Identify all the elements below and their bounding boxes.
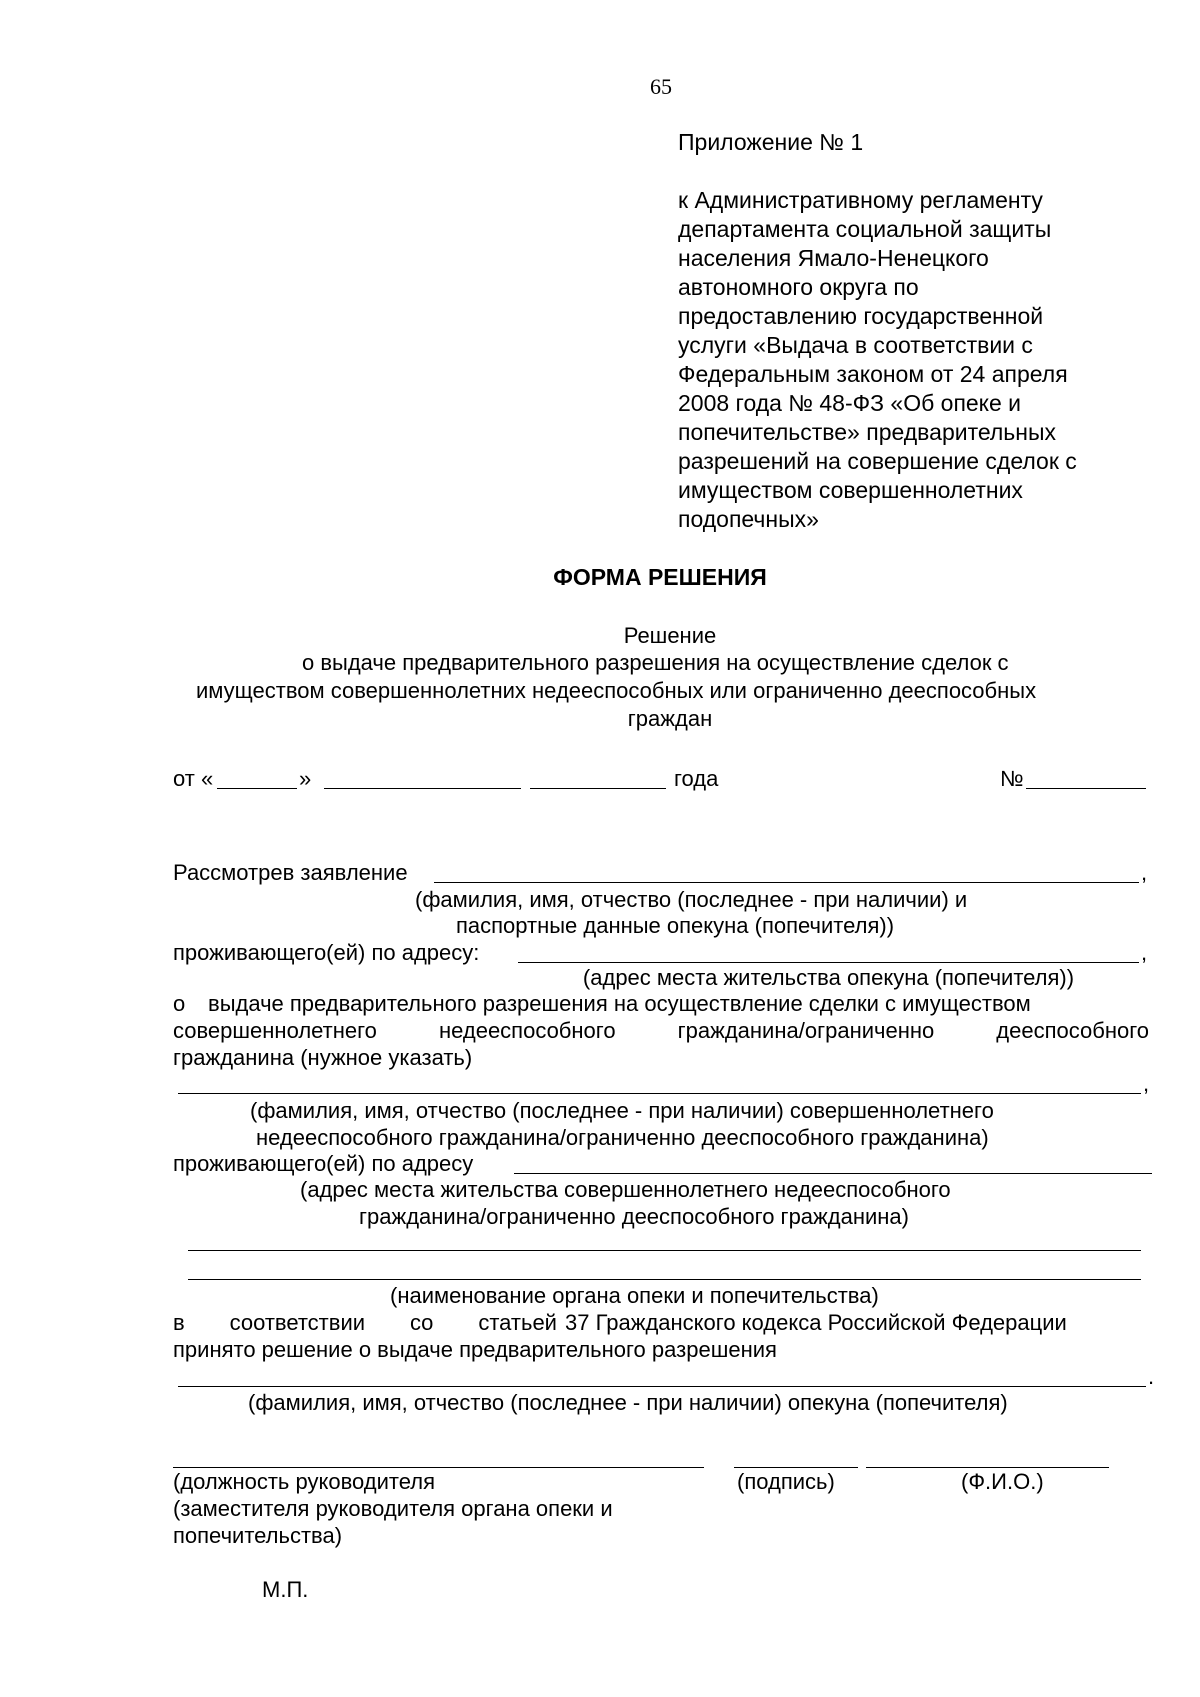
comma: , [1141, 940, 1148, 965]
appendix-line: автономного округа по [678, 274, 919, 300]
hint-guardian-line: паспортные данные опекуна (попечителя)) [455, 913, 895, 938]
appendix-line: предоставлению государственной [678, 303, 1044, 329]
decision-made: принято решение о выдаче предварительного разрешения [173, 1337, 777, 1362]
form-title: ФОРМА РЕШЕНИЯ [553, 564, 767, 590]
fio-hint: (Ф.И.О.) [961, 1469, 1044, 1494]
position-hint-line: попечительства) [173, 1523, 343, 1548]
date-year-field[interactable] [530, 788, 666, 789]
hint-ward-line: (фамилия, имя, отчество (последнее - при наличии) совершеннолетнего [250, 1098, 994, 1123]
appendix-line: попечительстве» предварительных [678, 419, 1057, 445]
appendix-line: подопечных» [678, 506, 819, 532]
guardian-address-field[interactable] [518, 962, 1139, 963]
guardian-name-field[interactable] [178, 1386, 1146, 1387]
comma: , [1141, 860, 1148, 885]
appendix-title: Приложение № 1 [678, 129, 864, 155]
according-word: статьей [478, 1310, 557, 1335]
appendix-line: Федеральным законом от 24 апреля [678, 361, 1068, 387]
appendix-line: 2008 года № 48-ФЗ «Об опеке и [678, 390, 1022, 416]
signature-field[interactable] [734, 1467, 858, 1468]
fio-field[interactable] [866, 1467, 1109, 1468]
hint-guardian-address: (адрес места жительства опекуна (попечителя)) [582, 965, 1075, 990]
decision-heading: Решение [623, 623, 717, 648]
issue-line-o: о [173, 991, 186, 1016]
issue-line-3: гражданина (нужное указать) [173, 1045, 473, 1070]
position-hint-line: (заместителя руководителя органа опеки и [173, 1496, 613, 1521]
hint-guardian-line: (фамилия, имя, отчество (последнее - при наличии) и [415, 887, 968, 912]
position-hint-line: (должность руководителя [173, 1469, 436, 1494]
appendix-line: имуществом совершеннолетних [678, 477, 1023, 503]
date-day-field[interactable] [217, 788, 297, 789]
according-words [173, 1312, 557, 1334]
decision-subject-line: о выдаче предварительного разрешения на осуществление сделок с [302, 650, 1009, 675]
appendix-line: населения Ямало-Ненецкого [678, 245, 989, 271]
issue-word: недееспособного [438, 1018, 616, 1043]
date-year-label: года [674, 766, 719, 791]
authority-field-line-1[interactable] [188, 1250, 1141, 1251]
signature-hint: (подпись) [737, 1469, 835, 1494]
hint-authority: (наименование органа опеки и попечительства) [390, 1283, 879, 1308]
date-from-label: от « [173, 766, 214, 791]
number-sign: № [1000, 766, 1024, 791]
according-word: соответствии [229, 1310, 366, 1335]
residing-label: проживающего(ей) по адресу: [173, 940, 480, 965]
decision-subject-line: имуществом совершеннолетних недееспособных или ограниченно дееспособных [196, 678, 1037, 703]
stamp-label: М.П. [262, 1577, 309, 1602]
ward-address-field[interactable] [514, 1173, 1152, 1174]
decision-number-field[interactable] [1026, 788, 1146, 789]
applicant-field[interactable] [434, 882, 1139, 883]
according-word: в [173, 1310, 185, 1335]
considered-label: Рассмотрев заявление [173, 860, 408, 885]
according-word: со [409, 1310, 434, 1335]
appendix-line: к Административному регламенту [678, 187, 1043, 213]
issue-line-rest: выдаче предварительного разрешения на осуществление сделки с имуществом [208, 991, 1031, 1016]
position-field[interactable] [173, 1467, 704, 1468]
authority-field-line-2[interactable] [188, 1279, 1141, 1280]
issue-word: совершеннолетнего [173, 1018, 377, 1043]
issue-word: гражданина/ограниченно [677, 1018, 935, 1043]
page-number: 65 [650, 74, 672, 99]
appendix-line: департамента социальной защиты [678, 216, 1052, 242]
decision-subject-line: граждан [627, 706, 713, 731]
hint-ward-address-line: гражданина/ограниченно дееспособного гражданина) [359, 1204, 909, 1229]
ward-name-field[interactable] [178, 1093, 1141, 1094]
comma: , [1143, 1071, 1150, 1096]
residing-label-2: проживающего(ей) по адресу [173, 1151, 474, 1176]
date-month-field[interactable] [324, 788, 521, 789]
appendix-line: услуги «Выдача в соответствии с [678, 332, 1033, 358]
appendix-line: разрешений на совершение сделок с [678, 448, 1077, 474]
issue-word: дееспособного [996, 1018, 1149, 1043]
hint-ward-line: недееспособного гражданина/ограниченно дееспособного гражданина) [256, 1125, 989, 1150]
period: . [1148, 1364, 1155, 1389]
hint-ward-address-line: (адрес места жительства совершеннолетнего недееспособного [300, 1177, 951, 1202]
issue-line-2 [173, 1020, 1149, 1042]
date-close-quote: » [299, 766, 312, 791]
hint-guardian-name: (фамилия, имя, отчество (последнее - при наличии) опекуна (попечителя) [248, 1390, 1008, 1415]
according-rest: 37 Гражданского кодекса Российской Федерации [565, 1310, 1067, 1335]
